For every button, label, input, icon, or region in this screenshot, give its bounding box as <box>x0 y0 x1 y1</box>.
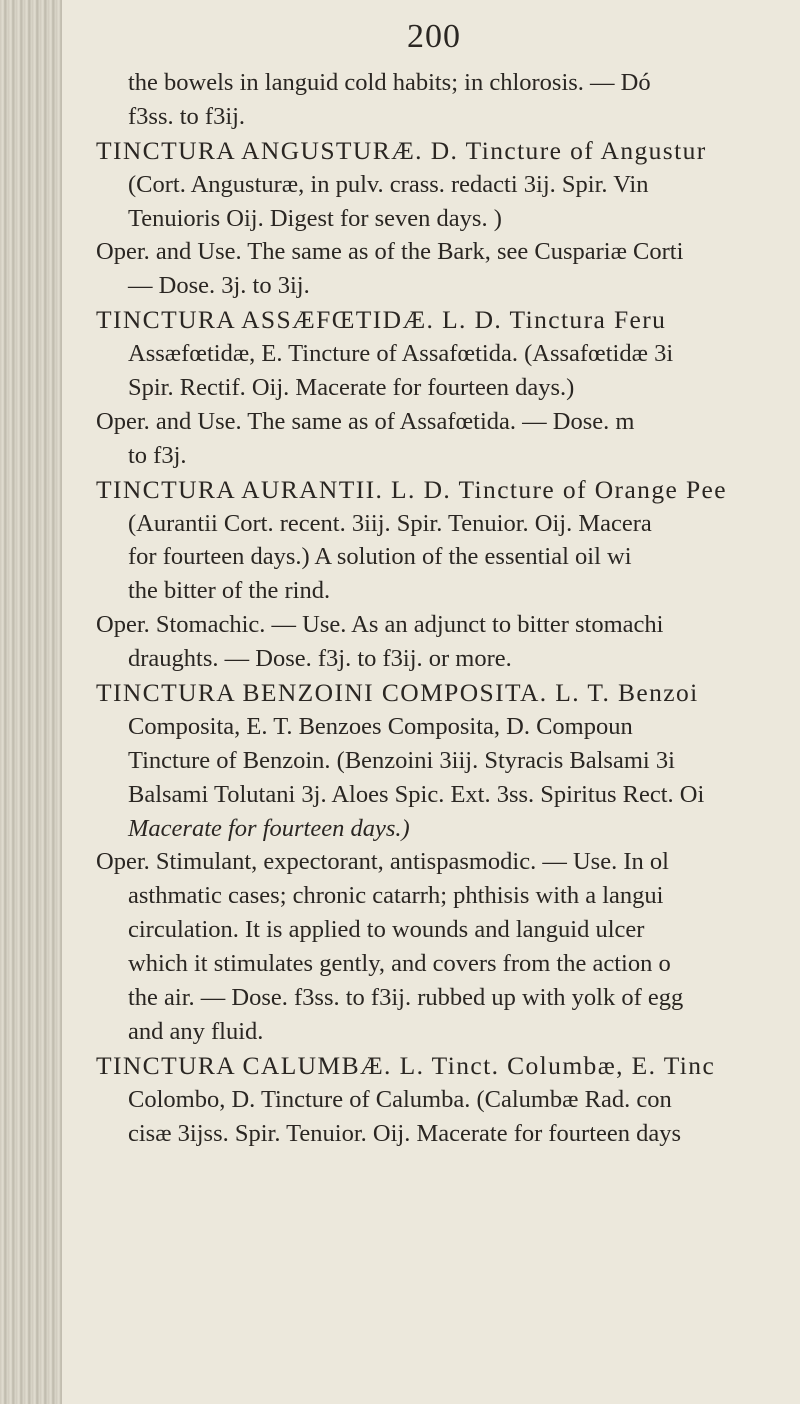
text-line: to f3j. <box>128 441 187 469</box>
text-line: Tincture of Benzoin. (Benzoini 3iij. Styracis Balsami 3i <box>128 746 675 774</box>
text-line: draughts. — Dose. f3j. to f3ij. or more. <box>128 645 512 673</box>
entry-heading: TINCTURA CALUMBÆ. L. Tinct. Columbæ, E. Tinc <box>96 1050 716 1080</box>
text-line: Oper. Stimulant, expectorant, antispasmodic. — Use. In ol <box>96 848 669 876</box>
book-page <box>62 0 800 1404</box>
text-line: Colombo, D. Tincture of Calumba. (Calumbæ Rad. con <box>128 1085 672 1113</box>
text-line: for fourteen days.) A solution of the essential oil wi <box>128 543 632 571</box>
text-line: (Aurantii Cort. recent. 3iij. Spir. Tenuior. Oij. Macera <box>128 509 652 537</box>
text-line: Composita, E. T. Benzoes Composita, D. Compoun <box>128 712 633 740</box>
page-text <box>96 66 796 1151</box>
page-number: 200 <box>407 18 461 55</box>
text-line: the bowels in languid cold habits; in chlorosis. — Dó <box>128 69 651 96</box>
text-line: — Dose. 3j. to 3ij. <box>128 272 310 300</box>
text-line: the air. — Dose. f3ss. to f3ij. rubbed up with yolk of egg <box>128 984 684 1012</box>
text-line: f3ss. to f3ij. <box>128 102 246 130</box>
text-line: which it stimulates gently, and covers from the action o <box>128 950 671 978</box>
text-line: Oper. Stomachic. — Use. As an adjunct to bitter stomachi <box>96 611 664 639</box>
entry-heading: TINCTURA ANGUSTURÆ. D. Tincture of Angustur <box>96 135 707 165</box>
entry-heading: TINCTURA ASSÆFŒTIDÆ. L. D. Tinctura Feru <box>96 305 667 335</box>
text-line: Balsami Tolutani 3j. Aloes Spic. Ext. 3ss. Spiritus Rect. Oi <box>128 780 705 808</box>
text-line: (Cort. Angusturæ, in pulv. crass. redacti 3ij. Spir. Vin <box>128 170 649 198</box>
text-line: Oper. and Use. The same as of Assafœtida. — Dose. m <box>96 407 635 435</box>
text-line: Spir. Rectif. Oij. Macerate for fourteen days.) <box>128 374 575 402</box>
entry-heading: TINCTURA BENZOINI COMPOSITA. L. T. Benzoi <box>96 678 699 708</box>
text-line: Oper. and Use. The same as of the Bark, see Cuspariæ Corti <box>96 238 684 266</box>
text-line: cisæ 3ijss. Spir. Tenuior. Oij. Macerate for fourteen days <box>128 1119 682 1147</box>
text-line: Assæfœtidæ, E. Tincture of Assafœtida. (Assafœtidæ 3i <box>128 340 674 368</box>
text-line: Tenuioris Oij. Digest for seven days. ) <box>128 204 502 232</box>
text-line: and any fluid. <box>128 1017 264 1045</box>
text-line: asthmatic cases; chronic catarrh; phthisis with a langui <box>128 882 664 910</box>
text-line: the bitter of the rind. <box>128 577 331 605</box>
text-line: circulation. It is applied to wounds and languid ulcer <box>128 916 645 944</box>
text-line: Macerate for fourteen days.) <box>128 814 410 842</box>
entry-heading: TINCTURA AURANTII. L. D. Tincture of Orange Pee <box>96 474 727 504</box>
book-binding <box>0 0 63 1404</box>
